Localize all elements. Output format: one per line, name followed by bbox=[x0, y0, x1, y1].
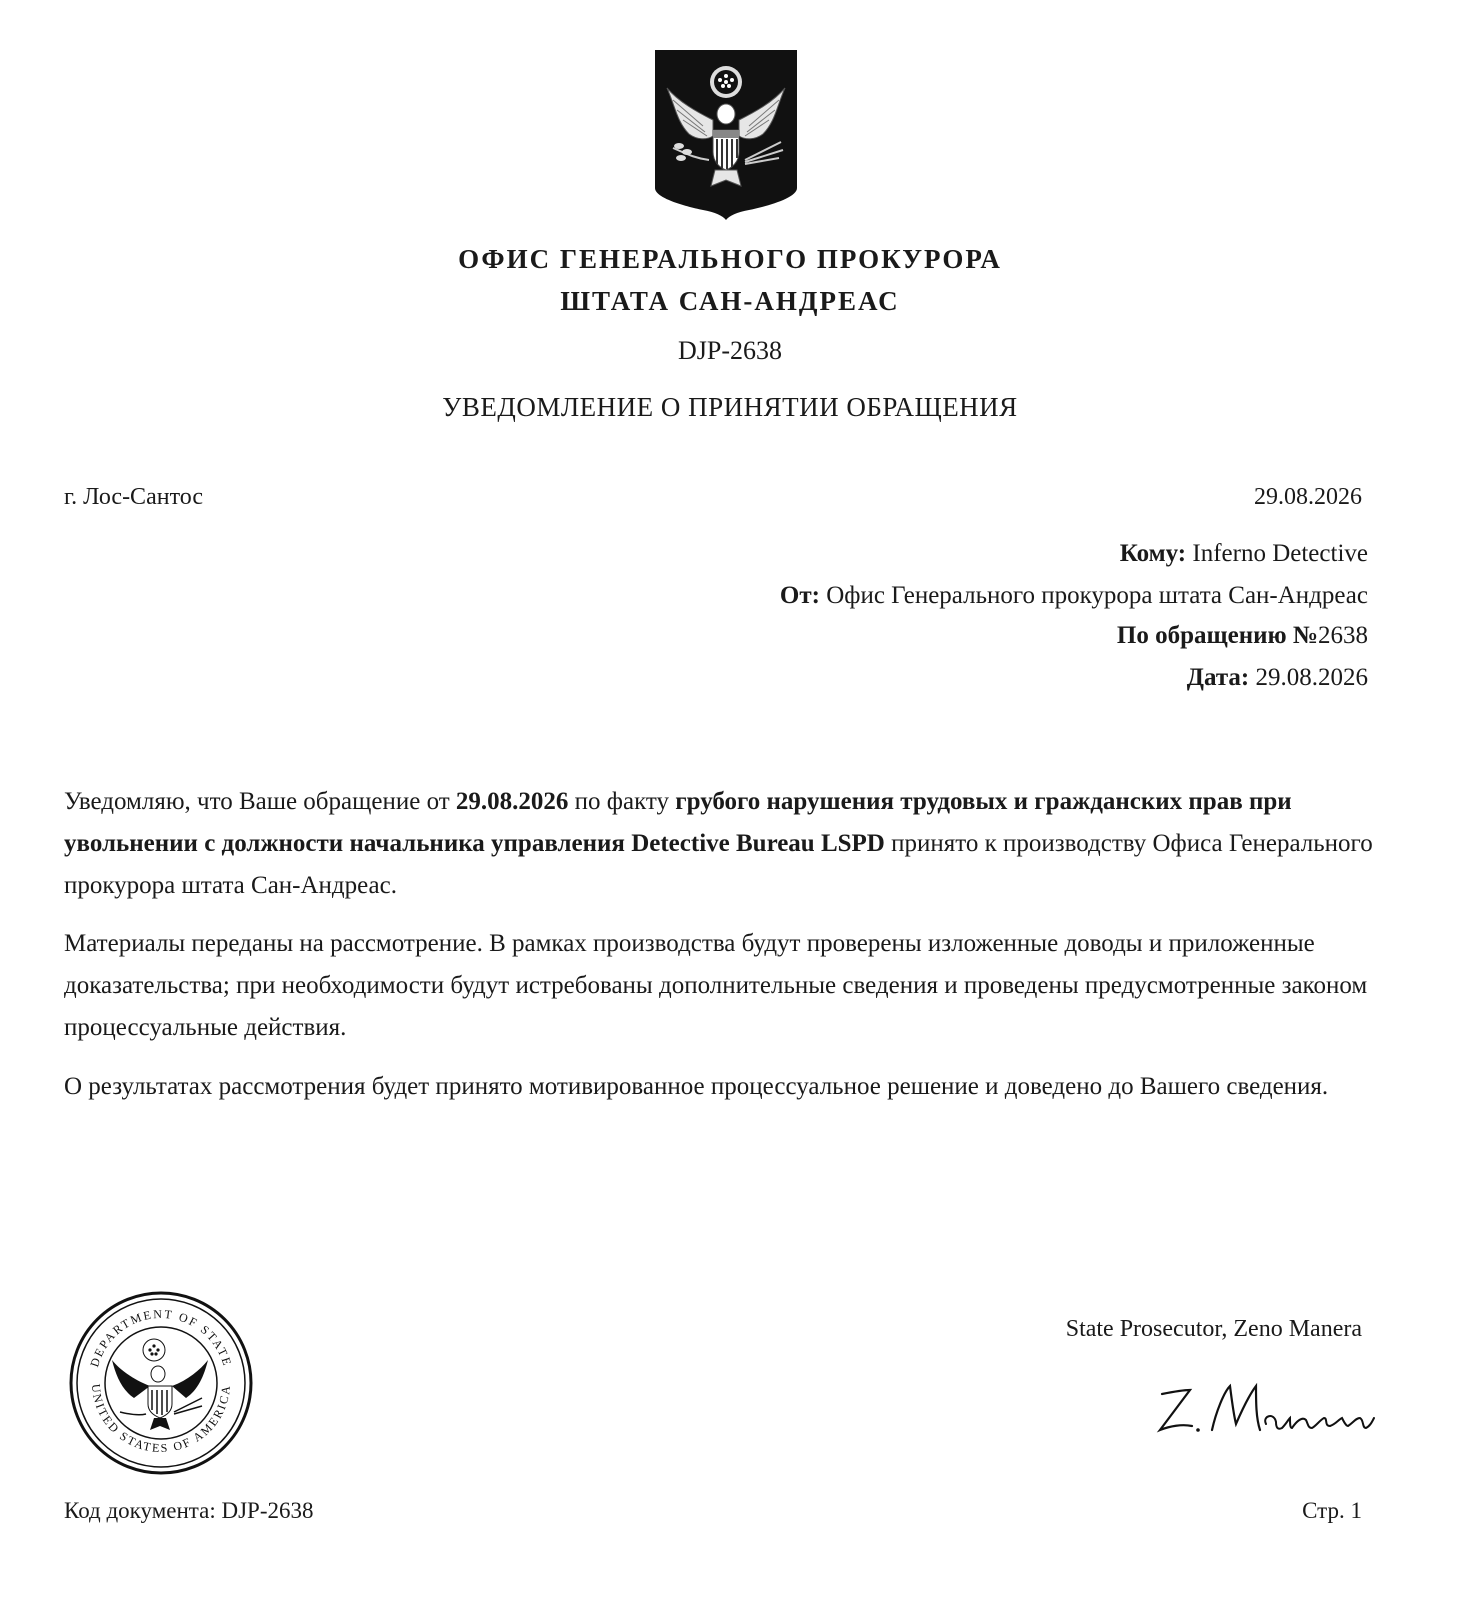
header-line-2: ШТАТА САН-АНДРЕАС bbox=[560, 286, 900, 316]
meta-from bbox=[780, 582, 1368, 610]
meta-date-label: Дата: bbox=[1186, 664, 1250, 691]
p1-text-e: принято к производству Офиса Генерального прокурора штата Сан-Андреас. bbox=[64, 830, 1373, 899]
meta-to-value: Inferno Detective bbox=[1186, 540, 1368, 567]
eagle-emblem bbox=[653, 48, 799, 222]
meta-from-value: Офис Генерального прокурора штата Сан-Андреас bbox=[819, 582, 1368, 609]
p1-text-c: по факту bbox=[568, 788, 676, 815]
p3-text: О результатах рассмотрения будет принято мотивированное процессуальное решение и доведено до Вашего сведения. bbox=[64, 1073, 1329, 1100]
body-paragraph-1 bbox=[64, 781, 1384, 907]
meta-ref-label: По обращению № bbox=[1116, 622, 1318, 649]
place: г. Лос-Сантос bbox=[64, 484, 203, 510]
p1-subject: грубого нарушения трудовых и гражданских прав при увольнении с должности начальника управления Detective Bureau LSPD bbox=[64, 788, 1292, 857]
body-paragraph-2 bbox=[64, 923, 1384, 1049]
body-paragraph-3 bbox=[64, 1066, 1384, 1108]
meta-date bbox=[1187, 664, 1368, 692]
document-date: 29.08.2026 bbox=[1254, 484, 1362, 510]
p1-date: 29.08.2026 bbox=[455, 788, 569, 815]
meta-from-label: От: bbox=[779, 582, 820, 609]
meta-reference bbox=[1117, 622, 1368, 650]
department-of-state-seal bbox=[68, 1290, 254, 1476]
page-number: Стр. 1 bbox=[1302, 1498, 1362, 1523]
document-title: УВЕДОМЛЕНИЕ О ПРИНЯТИИ ОБРАЩЕНИЯ bbox=[442, 392, 1018, 422]
p2-text: Материалы переданы на рассмотрение. В рамках производства будут проверены изложенные доводы и приложенные доказательства; при необходимости будут истребованы дополнительные сведения и проведены предусмотренные законом процессуальные действия. bbox=[64, 930, 1368, 1041]
document-code: Код документа: DJP-2638 bbox=[64, 1498, 314, 1523]
meta-date-value: 29.08.2026 bbox=[1249, 664, 1368, 691]
signer-name: State Prosecutor, Zeno Manera bbox=[1065, 1316, 1362, 1342]
meta-to bbox=[1120, 540, 1368, 568]
p1-text-a: Уведомляю, что Ваше обращение от bbox=[64, 788, 456, 815]
header-line-1: ОФИС ГЕНЕРАЛЬНОГО ПРОКУРОРА bbox=[458, 244, 1002, 274]
meta-ref-value: 2638 bbox=[1318, 622, 1368, 649]
seal-bottom-text: UNITED STATES OF AMERICA bbox=[88, 1383, 234, 1456]
document-number: DJP-2638 bbox=[677, 336, 782, 365]
handwritten-signature bbox=[1150, 1372, 1380, 1444]
meta-to-label: Кому: bbox=[1119, 540, 1187, 567]
seal-top-text: DEPARTMENT OF STATE bbox=[87, 1306, 235, 1369]
